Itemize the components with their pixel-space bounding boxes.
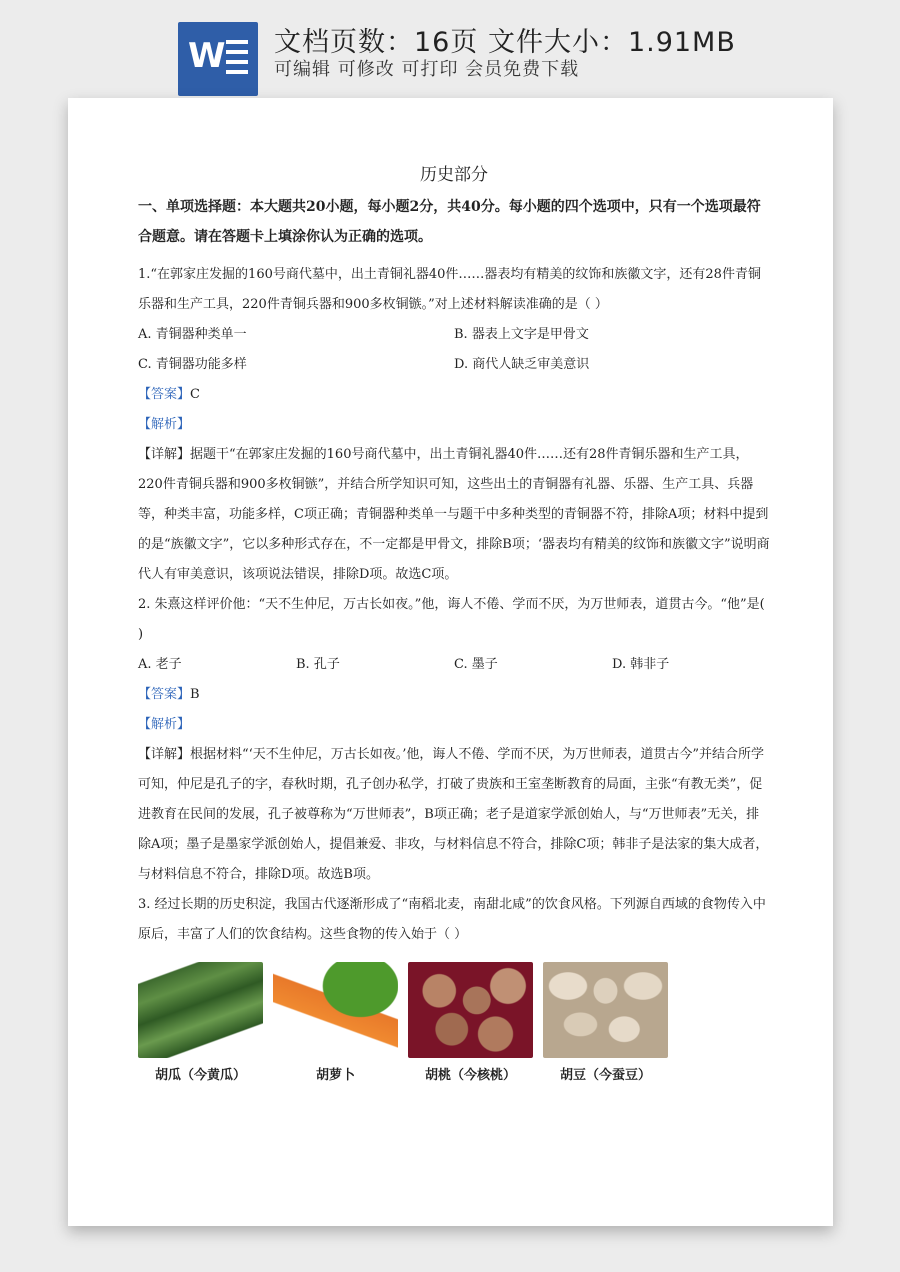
word-document-icon: W xyxy=(178,22,258,96)
food-picture-broad-bean xyxy=(543,962,668,1083)
question-1-analysis-tag: 【解析】 xyxy=(138,417,191,432)
question-1-option-c: C. 青铜器功能多样 xyxy=(138,357,247,372)
question-2-options xyxy=(138,650,770,680)
question-1-option-d: D. 商代人缺乏审美意识 xyxy=(454,357,590,372)
question-2-option-c: C. 墨子 xyxy=(454,657,498,672)
food-picture-cucumber xyxy=(138,962,263,1083)
question-1-option-b: B. 器表上文字是甲骨文 xyxy=(454,327,589,342)
broad-bean-image xyxy=(543,962,668,1058)
food-images xyxy=(138,962,770,1083)
question-1-option-a: A. 青铜器种类单一 xyxy=(138,327,247,342)
page-title: 历史部分 xyxy=(420,165,488,185)
question-1-options-row-2 xyxy=(138,350,770,380)
food-picture-carrot xyxy=(273,962,398,1083)
document-content xyxy=(138,160,770,1083)
section-heading: 一、单项选择题：本大题共20小题，每小题2分，共40分。每小题的四个选项中，只有一个选项最符合题意。请在答题卡上填涂你认为正确的选项。 xyxy=(138,199,761,245)
answer-value: B xyxy=(190,687,200,702)
answer-tag: 【答案】 xyxy=(138,387,191,402)
food-caption: 胡豆（今蚕豆） xyxy=(559,1068,651,1083)
carrot-image xyxy=(273,962,398,1058)
question-1-detail: 【详解】据题干“在郭家庄发掘的160号商代墓中，出土青铜礼器40件……还有28件青铜乐器和生产工具，220件青铜兵器和900多枚铜镞”，并结合所学知识可知，这些出土的青铜器有礼器、乐器、生产工具、兵器等，种类丰富，功能多样，C项正确；青铜器种类单一与题干中多种类型的青铜器不符，排除A项；材料中提到的是“族徽文字”，它以多种形式存在，不一定都是甲骨文，排除B项；‘器表均有精美的纹饰和族徽文字”说明商代人有审美意识，该项说法错误，排除D项。故选C项。 xyxy=(138,447,770,582)
question-2-option-a: A. 老子 xyxy=(138,657,182,672)
document-info-title: 文档页数：16页 文件大小：1.91MB xyxy=(274,27,736,58)
question-1-stem: 1.“在郭家庄发掘的160号商代墓中，出土青铜礼器40件……器表均有精美的纹饰和族徽文字，还有28件青铜乐器和生产工具，220件青铜兵器和900多枚铜镞。”对上述材料解读准确的是（ ） xyxy=(138,267,761,312)
answer-tag: 【答案】 xyxy=(138,687,191,702)
document-info-banner xyxy=(0,0,900,100)
question-2-answer xyxy=(138,680,770,710)
food-picture-walnut xyxy=(408,962,533,1083)
question-1-options-row-1 xyxy=(138,320,770,350)
question-2-stem: 2. 朱熹这样评价他：“天不生仲尼，万古长如夜。”他，诲人不倦、学而不厌，为万世师表，道贯古今。“他”是( ) xyxy=(138,597,765,642)
question-2-option-b: B. 孔子 xyxy=(296,657,340,672)
cucumber-image xyxy=(138,962,263,1058)
question-3-stem: 3. 经过长期的历史积淀，我国古代逐渐形成了“南稻北麦，南甜北咸”的饮食风格。下列源自西域的食物传入中原后，丰富了人们的饮食结构。这些食物的传入始于（ ） xyxy=(138,897,766,942)
food-caption: 胡桃（今核桃） xyxy=(424,1068,516,1083)
question-2-detail: 【详解】根据材料“‘天不生仲尼，万古长如夜。’他，诲人不倦、学而不厌，为万世师表，道贯古今”并结合所学可知，仲尼是孔子的字，春秋时期，孔子创办私学，打破了贵族和王室垄断教育的局面，主张“有教无类”，促进教育在民间的发展，孔子被尊称为“万世师表”，B项正确；老子是道家学派创始人，与“万世师表”无关，排除A项；墨子是墨家学派创始人，提倡兼爱、非攻，与材料信息不符合，排除C项；韩非子是法家的集大成者，与材料信息不符合，排除D项。故选B项。 xyxy=(138,747,769,882)
walnut-image xyxy=(408,962,533,1058)
question-2-analysis-tag: 【解析】 xyxy=(138,717,191,732)
food-caption: 胡萝卜 xyxy=(315,1068,355,1083)
document-info-subtitle: 可编辑 可修改 可打印 会员免费下载 xyxy=(274,59,580,80)
question-2-option-d: D. 韩非子 xyxy=(612,657,670,672)
document-page xyxy=(68,98,833,1226)
food-caption: 胡瓜（今黄瓜） xyxy=(154,1068,246,1083)
question-1-answer xyxy=(138,380,770,410)
answer-value: C xyxy=(190,387,200,402)
